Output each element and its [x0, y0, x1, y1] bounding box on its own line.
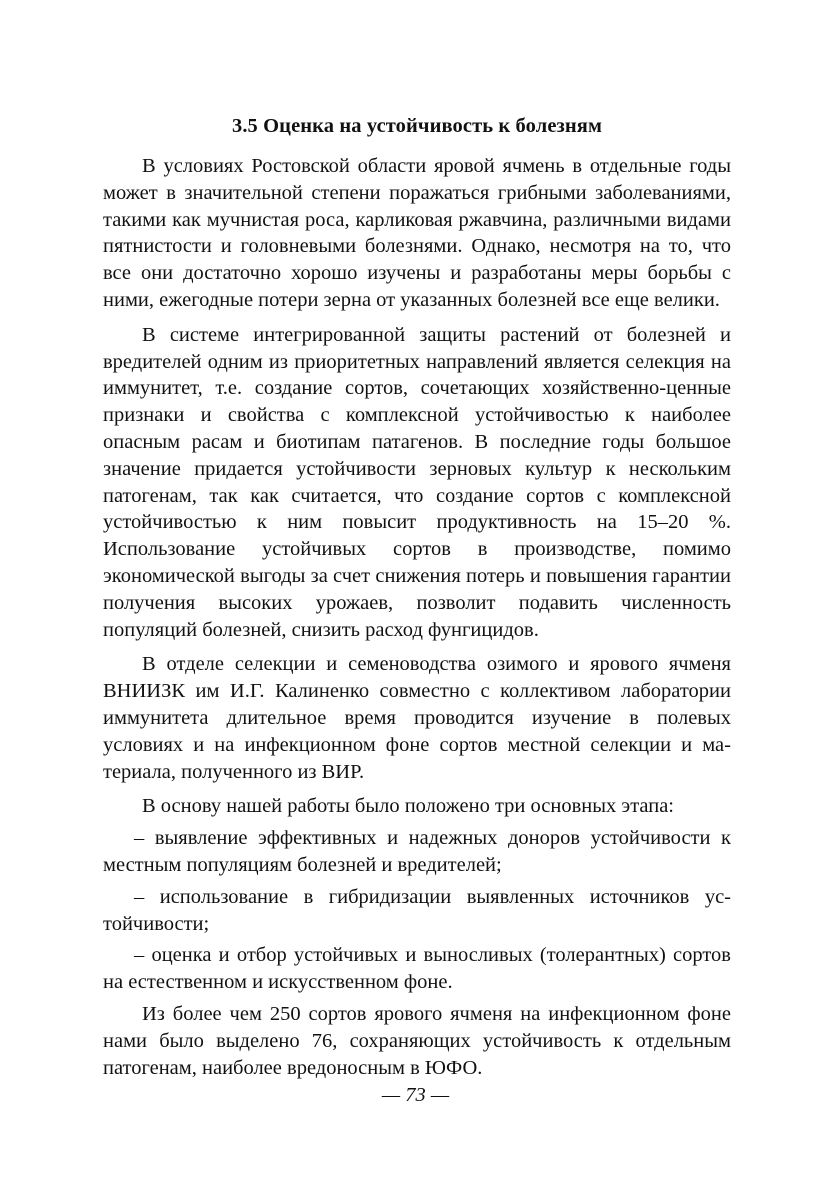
page-number: — 73 — — [381, 1084, 450, 1106]
paragraph-research-department: В отделе селекции и семеноводства озимого и ярового ячменя ВНИИЗК им И.Г. Калиненко совместно с коллективом лаборатории иммунитета длительное время проводится изучение в полевых условиях и на инфекционном фоне сортов местной селекции и материала, полученного из ВИР. — [103, 653, 731, 783]
document-page — [103, 114, 731, 1089]
paragraph-diseases-overview: В условиях Ростовской области яровой ячмень в отдельные годы может в значительной степени поражаться грибными заболеваниями, такими как мучнистая роса, карликовая ржавчина, различными видами пятнистости и головневыми болезнями. Однако, несмотря на то, что все они достаточно хорошо изучены и разработаны меры борьбы с ними, ежегодные потери зерна от указанных болезней все еще велики. — [103, 155, 731, 311]
list-item-selection: – оценка и отбор устойчивых и выносливых (толерантных) сортов на естественном и искусственном фоне. — [103, 944, 731, 994]
paragraph-integrated-protection: В системе интегрированной защиты растений от болезней и вредителей одним из приоритетных направлений является селекция на иммунитет, т.е. создание сортов, сочетающих хозяйственно-ценные признаки и свойства с комплексной устойчивостью к наиболее опасным расам и биотипам патагенов. В последние годы большое значение придается устойчивости зерновых культур к нескольким патогенам, так как считается, что создание сортов с комплексной устойчивостью к ним повысит продуктивность на 15–20 %. Использование устойчивых сортов в производстве, помимо экономической выгоды за счет снижения потерь и повышения гарантии получения высоких урожаев, позволит подавить численность популяций болезней, снизить расход фунгицидов. — [103, 323, 731, 641]
list-item-hybridization: – использование в гибридизации выявленных источников устойчивости; — [103, 885, 731, 935]
list-item-donors: – выявление эффективных и надежных доноров устойчивости к местным популяциям болезней и вредителей; — [103, 827, 731, 876]
paragraph-stages-intro: В основу нашей работы было положено три основных этапа: — [142, 795, 674, 818]
paragraph-results: Из более чем 250 сортов ярового ячменя на инфекционном фоне нами было выделено 76, сохраняющих устойчивость к отдельным патогенам, наиболее вредоносным в ЮФО. — [103, 1002, 731, 1079]
section-title: 3.5 Оценка на устойчивость к болезням — [231, 115, 603, 137]
